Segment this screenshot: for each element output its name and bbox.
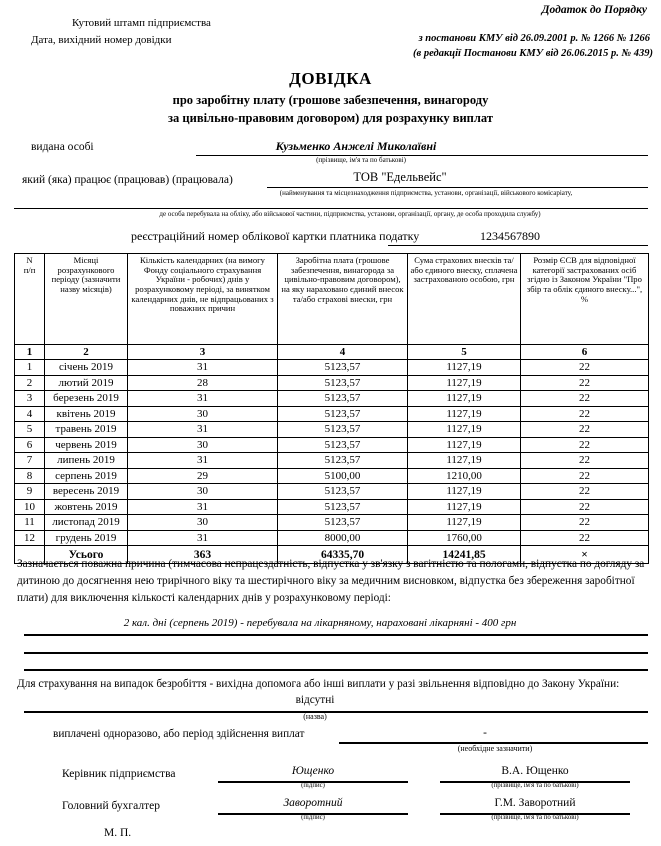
col-header-contribution: Сума страхових внесків та/або єдиного внеску, сплачена застрахованою особою, грн <box>408 254 521 345</box>
row-contribution: 1127,19 <box>408 360 521 376</box>
row-days: 31 <box>128 360 278 376</box>
accountant-name: Г.М. Заворотний <box>494 797 576 809</box>
row-contribution: 1127,19 <box>408 406 521 422</box>
date-number-label: Дата, вихідний номер довідки <box>31 34 172 46</box>
total-salary: 64335,70 <box>278 546 408 564</box>
row-contribution: 1127,19 <box>408 515 521 531</box>
row-salary: 5123,57 <box>278 515 408 531</box>
row-salary: 8000,00 <box>278 530 408 546</box>
row-index: 3 <box>15 391 45 407</box>
row-days: 29 <box>128 468 278 484</box>
col-number-1: 1 <box>15 345 45 360</box>
row-salary: 5123,57 <box>278 453 408 469</box>
accountant-signature-caption: (підпис) <box>301 814 325 821</box>
row-month: серпень 2019 <box>45 468 128 484</box>
row-month: січень 2019 <box>45 360 128 376</box>
notes-rule-3 <box>24 669 648 671</box>
row-rate: 22 <box>521 437 649 453</box>
row-days: 31 <box>128 391 278 407</box>
row-days: 30 <box>128 515 278 531</box>
col-header-salary: Заробітна плата (грошове забезпечення, винагорода за цивільно-правовим договором), на яку нараховано єдиний внесок та/або страхові внески, грн <box>278 254 408 345</box>
excluded-days-paragraph: Зазначається поважна причина (тимчасова непрацездатність, відпустка у зв'язку з вагітністю та пологами, відпустка по догляду за дитиною до досягнення нею трирічного віку та шестирічного віку за медичним висновком, відпустка без збереження заробітної плати) для виключення кількості календарних днів у розрахунковому періоді: <box>17 558 645 605</box>
row-contribution: 1210,00 <box>408 468 521 484</box>
row-days: 28 <box>128 375 278 391</box>
col-header-month: Місяці розрахункового періоду (зазначити назву місяців) <box>45 254 128 345</box>
total-rate: × <box>521 546 649 564</box>
row-index: 5 <box>15 422 45 438</box>
registration-number-value: 1234567890 <box>480 229 540 243</box>
row-rate: 22 <box>521 391 649 407</box>
director-name-caption: (прізвище, ім'я та по батькові) <box>491 782 579 789</box>
document-subtitle-line2: за цивільно-правовим договором) для розрахунку виплат <box>168 111 493 125</box>
organization-value: ТОВ "Едельвейс" <box>353 170 447 184</box>
row-month: березень 2019 <box>45 391 128 407</box>
row-rate: 22 <box>521 515 649 531</box>
salary-table <box>14 253 649 564</box>
document-title: ДОВІДКА <box>289 69 372 88</box>
table-row <box>15 453 649 469</box>
organization-caption-continued: де особа перебувала на обліку, або військової частини, підприємства, установи, організації, органу, де особа проходила службу) <box>159 210 541 218</box>
person-name-caption: (прізвище, ім'я та по батькові) <box>316 156 406 164</box>
col-number-3: 3 <box>128 345 278 360</box>
col-header-index <box>15 254 45 345</box>
row-rate: 22 <box>521 468 649 484</box>
row-index: 9 <box>15 484 45 500</box>
row-contribution: 1760,00 <box>408 530 521 546</box>
seal-mark: М. П. <box>104 827 132 839</box>
row-month: грудень 2019 <box>45 530 128 546</box>
row-salary: 5123,57 <box>278 437 408 453</box>
row-contribution: 1127,19 <box>408 391 521 407</box>
row-contribution: 1127,19 <box>408 422 521 438</box>
col-header-rate: Розмір ЄСВ для відповідної категорії застрахованих осіб згідно із Законом України "Про збір та облік єдиного внеску...", % <box>521 254 649 345</box>
row-days: 31 <box>128 422 278 438</box>
table-row <box>15 422 649 438</box>
row-days: 30 <box>128 437 278 453</box>
director-signature: Ющенко <box>291 765 335 777</box>
employment-label: який (яка) працює (працював) (працювала) <box>22 174 233 186</box>
row-rate: 22 <box>521 375 649 391</box>
unemployment-value: відсутні <box>295 694 335 706</box>
row-salary: 5123,57 <box>278 484 408 500</box>
accountant-signature: Заворотний <box>283 797 343 809</box>
row-index: 4 <box>15 406 45 422</box>
total-label: Усього <box>45 546 128 564</box>
table-row <box>15 499 649 515</box>
notes-rule-2 <box>24 652 648 654</box>
table-column-number-row <box>15 345 649 360</box>
document-subtitle-line1: про заробітну плату (грошове забезпечення, винагороду <box>172 93 489 107</box>
row-month: червень 2019 <box>45 437 128 453</box>
onetime-payment-caption: (необхідне зазначити) <box>457 744 533 753</box>
row-contribution: 1127,19 <box>408 499 521 515</box>
law-reference-line2: (в редакції Постанови КМУ від 26.06.2015 р. № 439) <box>413 48 653 59</box>
row-salary: 5123,57 <box>278 391 408 407</box>
row-month: вересень 2019 <box>45 484 128 500</box>
col-number-6: 6 <box>521 345 649 360</box>
row-days: 31 <box>128 499 278 515</box>
col-number-5: 5 <box>408 345 521 360</box>
row-salary: 5100,00 <box>278 468 408 484</box>
table-row <box>15 484 649 500</box>
row-month: жовтень 2019 <box>45 499 128 515</box>
law-reference-line1: з постанови КМУ від 26.09.2001 р. № 1266 № 1266 <box>418 33 650 44</box>
notes-rule-1 <box>24 634 648 636</box>
row-salary: 5123,57 <box>278 406 408 422</box>
total-days: 363 <box>128 546 278 564</box>
excluded-days-value: 2 кал. дні (серпень 2019) - перебувала на лікарняному, нараховані лікарняні - 400 грн <box>123 617 517 629</box>
row-days: 31 <box>128 453 278 469</box>
issued-to-label: видана особі <box>31 141 94 153</box>
registration-number-rule <box>388 245 648 246</box>
row-index: 7 <box>15 453 45 469</box>
director-label: Керівник підприємства <box>62 768 176 780</box>
registration-number-label: реєстраційний номер облікової картки платника податку <box>131 229 420 243</box>
row-index: 12 <box>15 530 45 546</box>
row-rate: 22 <box>521 360 649 376</box>
col-header-index-line1: N <box>26 255 33 265</box>
director-signature-caption: (підпис) <box>301 782 325 789</box>
organization-caption: (найменування та місцезнаходження підприємства, установи, організації, військового комісаріату, <box>279 189 573 197</box>
row-month: квітень 2019 <box>45 406 128 422</box>
row-contribution: 1127,19 <box>408 375 521 391</box>
appendix-reference: Додаток до Порядку <box>541 4 647 16</box>
onetime-payment-label: виплачені одноразово, або період здійснення виплат <box>53 728 305 740</box>
row-month: липень 2019 <box>45 453 128 469</box>
table-row <box>15 391 649 407</box>
director-name: В.А. Ющенко <box>501 765 569 777</box>
organization-rule <box>267 187 648 188</box>
row-rate: 22 <box>521 484 649 500</box>
row-month: лютий 2019 <box>45 375 128 391</box>
total-contribution: 14241,85 <box>408 546 521 564</box>
row-rate: 22 <box>521 499 649 515</box>
row-index: 8 <box>15 468 45 484</box>
corner-stamp-label: Кутовий штамп підприємства <box>72 17 211 29</box>
row-rate: 22 <box>521 406 649 422</box>
unemployment-paragraph: Для страхування на випадок безробіття - вихідна допомога або інші виплати у разі звільнення відповідно до Закону України: <box>17 678 620 690</box>
col-header-index-line2: п/п <box>23 264 36 275</box>
row-index: 10 <box>15 499 45 515</box>
table-row <box>15 530 649 546</box>
onetime-payment-value: - <box>483 727 487 739</box>
row-days: 31 <box>128 530 278 546</box>
person-name-value: Кузьменко Анжелі Миколаївні <box>275 139 437 153</box>
table-row <box>15 515 649 531</box>
table-body <box>15 360 649 546</box>
row-index: 11 <box>15 515 45 531</box>
table-row <box>15 468 649 484</box>
table-row <box>15 375 649 391</box>
row-days: 30 <box>128 406 278 422</box>
row-salary: 5123,57 <box>278 499 408 515</box>
row-rate: 22 <box>521 422 649 438</box>
col-number-4: 4 <box>278 345 408 360</box>
row-contribution: 1127,19 <box>408 484 521 500</box>
row-contribution: 1127,19 <box>408 453 521 469</box>
col-number-2: 2 <box>45 345 128 360</box>
col-header-days: Кількість календарних (на вимогу Фонду соціального страхування України - робочих) днів у розрахунковому періоді, за винятком календарних днів, не відпрацьованих з поважних причин <box>128 254 278 345</box>
row-rate: 22 <box>521 453 649 469</box>
table-row <box>15 437 649 453</box>
table-header-row <box>15 254 649 345</box>
row-salary: 5123,57 <box>278 422 408 438</box>
table-row <box>15 406 649 422</box>
row-days: 30 <box>128 484 278 500</box>
row-salary: 5123,57 <box>278 375 408 391</box>
row-salary: 5123,57 <box>278 360 408 376</box>
accountant-name-caption: (прізвище, ім'я та по батькові) <box>491 814 579 821</box>
accountant-label: Головний бухгалтер <box>62 800 160 812</box>
row-index: 2 <box>15 375 45 391</box>
row-rate: 22 <box>521 530 649 546</box>
row-index: 6 <box>15 437 45 453</box>
row-month: листопад 2019 <box>45 515 128 531</box>
unemployment-caption: (назва) <box>303 712 327 721</box>
row-index: 1 <box>15 360 45 376</box>
row-month: травень 2019 <box>45 422 128 438</box>
table-row <box>15 360 649 376</box>
row-contribution: 1127,19 <box>408 437 521 453</box>
organization-second-rule <box>14 208 648 209</box>
